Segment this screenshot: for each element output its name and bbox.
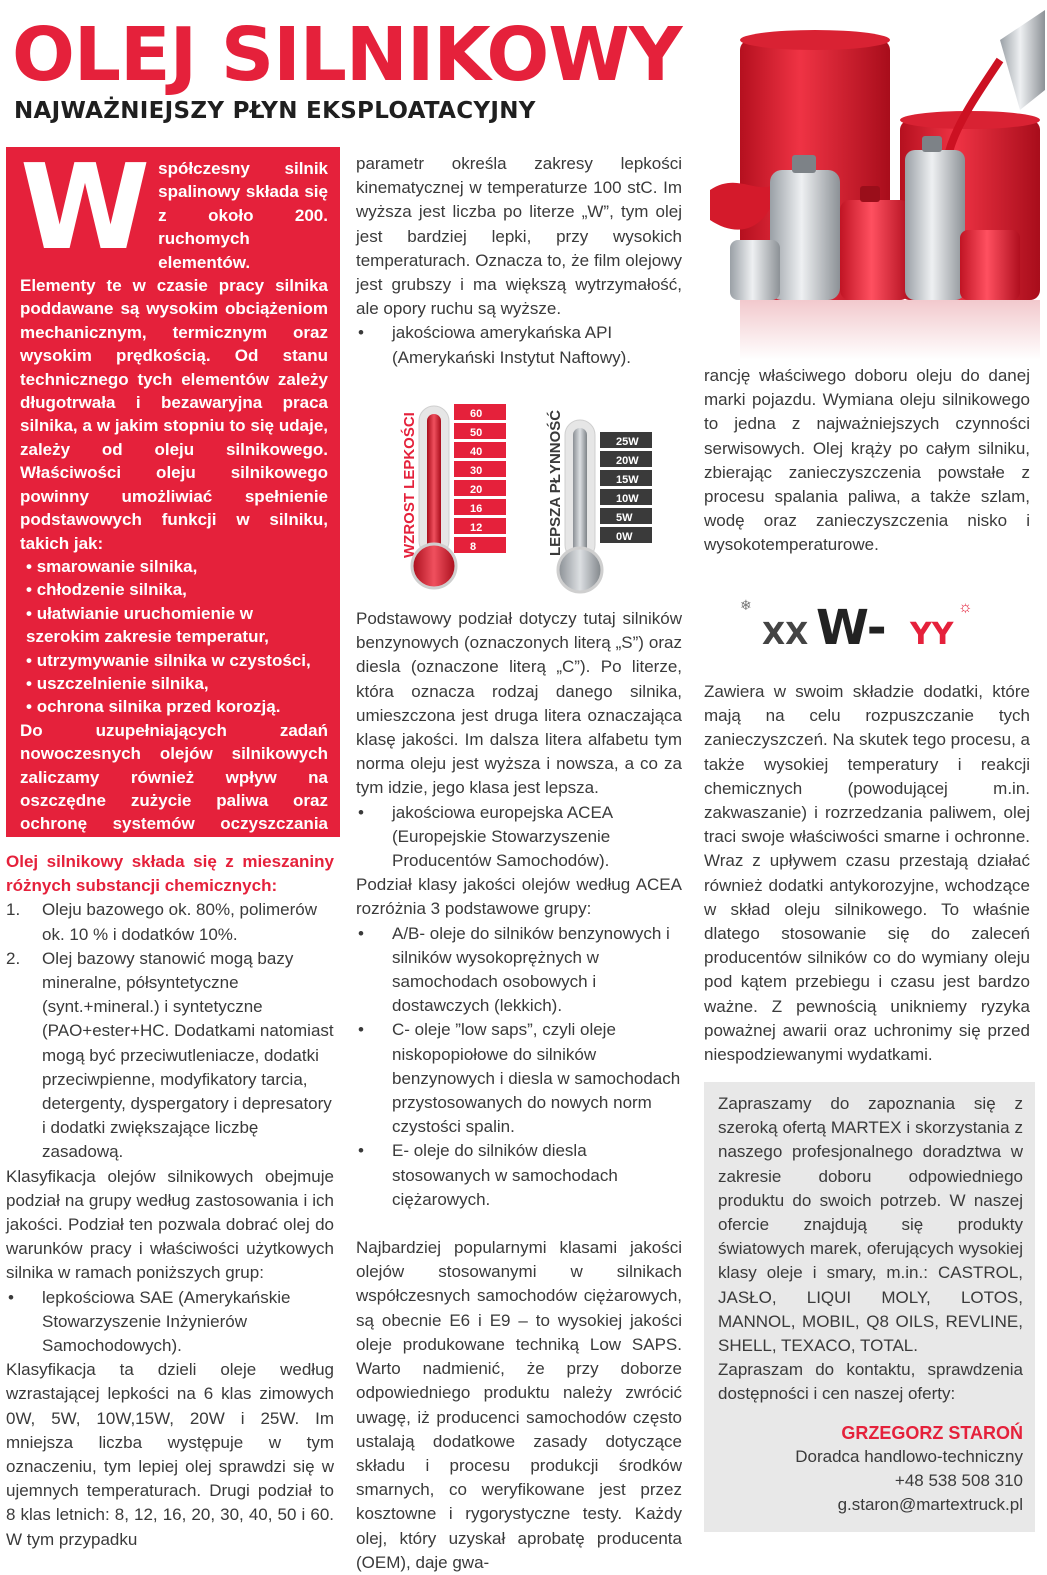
- scale-label: 25W: [616, 436, 639, 448]
- additives-section: [704, 680, 1030, 1067]
- composition-list: [6, 898, 334, 1164]
- grade-w: W-: [816, 600, 887, 656]
- contact-phone[interactable]: +48 538 508 310: [894, 1471, 1023, 1491]
- scale-label: 16: [470, 503, 483, 515]
- list-item: • jakościowa europejska ACEA (Europejskie Stowarzyszenie Producentów Samochodów).: [358, 802, 613, 871]
- invite-text: Zapraszam do kontaktu, sprawdzenia dostępności i cen naszej oferty:: [718, 1360, 1023, 1404]
- oil-change-text: rancję właściwego doboru oleju do danej marki pojazdu. Wymiana oleju silnikowego to jedna z najważniejszych czynności serwisowych. Olej krąży po całym silniku, zbierając zanieczyszczenia powstałe z procesu spalania paliwa, a także szlam, wodę oraz zanieczyszczenia nisko i wysokotemperaturowe.: [704, 366, 1030, 555]
- fluidity-axis-label: LEPSZA PŁYNNOŚĆ: [547, 409, 564, 556]
- grade-logo: [740, 598, 1000, 658]
- signature: [718, 1421, 1023, 1518]
- viscosity-scale: [454, 404, 506, 553]
- contact-email[interactable]: g.staron@martextruck.pl: [837, 1495, 1023, 1515]
- acea-intro: Podział klasy jakości olejów według ACEA rozróżnia 3 podstawowe grupy:: [356, 875, 682, 919]
- oil-products-illustration: [700, 0, 1047, 360]
- scale-label: 8: [470, 541, 477, 553]
- contact-role: Doradca handlowo-techniczny: [795, 1446, 1023, 1466]
- scale-label: 20W: [616, 455, 639, 467]
- scale-label: 12: [470, 522, 483, 534]
- list-item: • C- oleje ”low saps”, czyli oleje niskopopiołowe do silników benzynowych i diesla w samochodach przystosowanych do nowych norm czystości spalin.: [358, 1020, 681, 1137]
- list-item: • utrzymywanie silnika w czystości,: [26, 649, 328, 672]
- thermometers-graphic: [356, 400, 682, 600]
- offer-text: Zapraszamy do zapoznania się z szeroką ofertą MARTEX i skorzystania z naszego profesjonalnego doradztwa w zakresie doboru odpowiedniego produktu do swoich potrzeb. W naszej ofercie znajdują się produkty światowych marek, oferujących wysokiej klasy oleje i smary, m.in.: CASTROL, JASŁO, LIQUI MOLY, LOTOS, MANNOL, MOBIL, Q8 OILS, REVLINE, SHELL, TEXACO, TOTAL.: [718, 1094, 1023, 1356]
- list-item: 1. Oleju bazowego ok. 80%, polimerów ok. 10 % i dodatków 10%.: [6, 900, 317, 944]
- scale-label: 40: [470, 446, 483, 458]
- viscosity-section: [356, 152, 682, 370]
- scale-label: 20: [470, 484, 483, 496]
- scale-label: 60: [470, 408, 483, 420]
- list-item: • uszczelnienie silnika,: [26, 672, 328, 695]
- list-item: • ułatwianie uruchomienie w szerokim zakresie temperatur,: [26, 602, 328, 649]
- composition-section: [6, 850, 334, 1552]
- intro-box: [6, 138, 340, 857]
- list-item: • E- oleje do silników diesla stosowanych w samochodach ciężarowych.: [358, 1141, 618, 1209]
- classification-text: Klasyfikacja olejów silnikowych obejmuje podział na grupy według zastosowania i ich jakości. Podział ten pozwala dobrać olej do warunków pracy i właściwości użytkowych silnika w ramach poniższych grup:: [6, 1166, 334, 1283]
- list-item: • smarowanie silnika,: [26, 555, 328, 578]
- popular-classes-text: Najbardziej popularnymi klasami jakości olejów stosowanymi w silnikach współczesnych samochodów ciężarowych, są obecnie E6 i E9 – to wysokiej jakości oleje produkowane techniką Low SAPS. Warto nadmienić, że przy doborze odpowiedniego produktu należy zwrócić uwagę, iż producenci samochodów często ustalają dodatkowe zasady dotyczące składu i procesu produkcji środków smarnych, co weryfikowane jest przez kosztowne i rygorystyczne testy. Każdy olej, który uzyskał aprobatę producenta (OEM), daje gwa-: [356, 1238, 682, 1572]
- oil-change-section: [704, 364, 1030, 558]
- additives-text: Zawiera w swoim składzie dodatki, które mają na celu rozpuszczanie tych zanieczyszczeń. Na skutek tego procesu, a także wysokiej temperatury i reakcji chemicznych (powodującej m.in. zakwaszanie) i rozrzedzania paliwem, olej traci swoje właściwości smarne i ochronne. Wraz z upływem czasu przestają działać również dodatki antykorozyjne, wchodzące w skład oleju silnikowego. To właśnie dlatego stosowanie się do zaleceń producentów silników co do wymiany oleju pod kątem przebiegu i czasu jest bardzo ważne. Z pewnością unikniemy ryzyka poważnej awarii oraz uchronimy się przed niespodziewanymi wydatkami.: [704, 682, 1030, 1065]
- scale-label: 5W: [616, 512, 633, 524]
- list-item: • ochrona silnika przed korozją.: [26, 695, 328, 718]
- quality-section: [356, 607, 682, 1575]
- list-item: • lepkościowa SAE (Amerykańskie Stowarzyszenie Inżynierów Samochodowych).: [8, 1287, 291, 1356]
- page-title: OLEJ SILNIKOWY: [12, 12, 682, 98]
- scale-label: 30: [470, 465, 483, 477]
- list-item: • jakościowa amerykańska API (Amerykański Instytut Naftowy).: [358, 323, 632, 367]
- page-subtitle: NAJWAŻNIEJSZY PŁYN EKSPLOATACYJNY: [14, 98, 536, 124]
- scale-bar: [454, 537, 506, 553]
- grade-yy: YY: [910, 617, 954, 652]
- basic-split-text: Podstawowy podział dotyczy tutaj silników benzynowych (oznaczonych literą „S”) oraz diesla (oznaczone literą „C”). Po literze, która oznacza rodzaj danego silnika, umieszczona jest druga litera oznaczająca klasę jakości. Im dalsza litera alfabetu tym norma oleju jest wyższa i nowsza, a co za tym idzie, jego klasa jest lepsza.: [356, 609, 682, 798]
- scale-label: 0W: [616, 531, 633, 543]
- sae-text: Klasyfikacja ta dzieli oleje według wzrastającej lepkości na 6 klas zimowych 0W, 5W, 10W,15W, 20W i 25W. Im mniejsza liczba występuje w tym oznaczeniu, tym lepiej olej sprawdzi się w ujemnych temperaturach. Drugi podział to 8 klas letnich: 8, 12, 16, 20, 30, 40, 50 i 60. W tym przypadku: [6, 1360, 334, 1549]
- viscosity-text: parametr określa zakresy lepkości kinematycznej w temperaturze 100 stC. Im wyższa jest liczba po literze „W”, tym olej jest bardziej lepki, przy wysokich temperaturach. Oznacza to, że film olejowy jest grubszy i ma większą wytrzymałość, ale opory ruchu są wyższe.: [356, 154, 682, 319]
- list-item: • chłodzenie silnika,: [26, 578, 328, 601]
- intro-lead: spółczesny silnik spalinowy składa się z około 200. ruchomych elementów. Elementy te w czasie pracy silnika poddawane są wysokim obciążeniom mechanicznym, termicznym oraz wysokim prędkością. Od stanu technicznego tych elementów zależy długotrwała i bezawaryjna praca silnika, a w jakim stopniu to się udaje, zależy od oleju silnikowego. Właściwości oleju silnikowego powinny umożliwiać spełnienie podstawowych funkcji w silniku, takich jak:: [20, 159, 328, 553]
- grade-xx: XX: [762, 617, 809, 652]
- list-item: • A/B- oleje do silników benzynowych i silników wysokoprężnych w samochodach osobowych i dostawczych (lekkich).: [358, 923, 670, 1016]
- contact-name: GRZEGORZ STAROŃ: [841, 1422, 1023, 1443]
- engine-functions-list: [26, 555, 328, 719]
- viscosity-axis-label: WZROST LEPKOŚCI: [401, 412, 418, 558]
- list-item: 2. Olej bazowy stanowić mogą bazy mineralne, półsyntetyczne (synt.+mineral.) i syntetyczne (PAO+ester+HC. Dodatkami natomiast mogą być przeciwutleniacze, dodatki przeciwpienne, modyfikatory tarcia, detergenty, dyspergatory i depresatory i dodatki zwiększające liczbę zasadową.: [6, 948, 334, 1162]
- composition-heading: Olej silnikowy składa się z mieszaniny różnych substancji chemicznych:: [6, 852, 334, 896]
- scale-label: 50: [470, 427, 483, 439]
- snowflake-icon: ❄: [740, 597, 752, 613]
- drop-cap: W: [20, 138, 151, 276]
- fluidity-scale: [600, 432, 652, 543]
- sun-icon: ☼: [958, 599, 973, 616]
- acea-groups-list: [356, 922, 682, 1212]
- scale-label: 10W: [616, 493, 639, 505]
- contact-box: [704, 1082, 1035, 1532]
- scale-label: 15W: [616, 474, 639, 486]
- intro-closing: Do uzupełniających zadań nowoczesnych olejów silnikowych zaliczamy również wpływ na oszczędne zużycie paliwa oraz ochronę systemów oczyszczania spalin w niskoemisyjnych silnikach.: [20, 720, 328, 857]
